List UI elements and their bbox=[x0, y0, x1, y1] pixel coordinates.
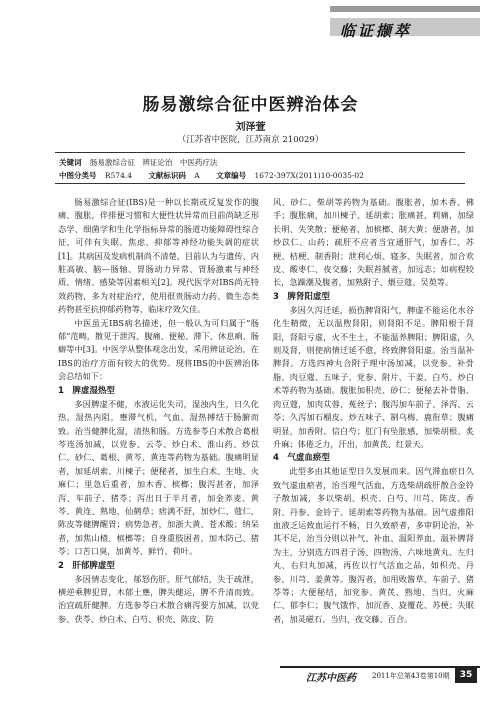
paragraph: 肠易激综合征(IBS)是一种以长期或反复发作的腹痛、腹胀，伴排便习惯和大便性状异常而目前尚缺乏形态学、细菌学和生化学指标异常的肠道功能障碍性综合征，可伴有失眠、焦虑、抑郁等神经功能失调的症状[1]。其病因及发病机制尚不清楚，目前认为与遗传、内脏高敏、脑—肠轴、胃肠动力异常、胃肠激素与神经质、情绪、感染等因素相关[2]。现代医学对IBS尚无特效药物，多为对症治疗，使用很贵肠动力药、微生态类药物甚至抗抑郁药物等，临床疗效欠佳。 bbox=[58, 197, 259, 315]
article-no-value: 1672-397X(2011)10-0035-02 bbox=[254, 171, 364, 180]
classification-row bbox=[59, 170, 378, 181]
article-meta bbox=[55, 152, 465, 184]
keywords-value: 肠易激综合征 辨证论治 中医药疗法 bbox=[89, 158, 218, 167]
section-heading: 2 肝郁脾虚型 bbox=[58, 560, 115, 571]
page-number: 35 bbox=[455, 668, 477, 683]
author-name: 刘泽萱 bbox=[235, 122, 266, 133]
right-column bbox=[273, 196, 474, 626]
keywords-label: 关键词 bbox=[59, 158, 82, 167]
issue-info: 2011年总第43卷第10期 bbox=[372, 672, 450, 680]
journal-name: 江苏中医药 bbox=[306, 673, 356, 684]
author-affiliation: （江苏省中医院，江苏南京 210029） bbox=[177, 135, 324, 145]
paragraph: 风、砂仁、柴胡等药物为基础。腹胀者，加木香、佛手；腹胀痛，加川楝子、延胡索；胀痛甚，莉痛，加绿长明、失笑散；便秘者，加槟榔、制大黄；便溏者，加炒苡仁、山药；疏肝不应者当宜通肝气，加香仁、苏梗、桔梗、制香附；泄利心烦、寝多、失眠者，加合欢皮、酸枣仁、夜交藤；失眠苔腻者，加远志；如病程较长，急躁潮及腹者，加熟附子、煨豆蔻、吴萸等。 bbox=[273, 197, 474, 288]
section-heading: 3 脾肾阳虚型 bbox=[273, 291, 330, 302]
page-footer bbox=[280, 666, 480, 684]
section-heading: 1 脾虚湿热型 bbox=[58, 385, 115, 396]
paragraph: 中医虽无IBS病名描述，但一般认为可归属于“肠郁”范畴，散见于泄泻、腹痛、便秘、滞下、休息痢、肠癖等中[3]。中医学从整体观念出发，采用辨证论治，在IBS的治疗方面有较大的优势。现将IBS的中医辨治体会总结如下： bbox=[58, 317, 259, 382]
paragraph: 多因久泻迁延，损伤脾肾阳气，脾虚不能运化水谷化生精微，无以温煦肾阳，则肾阳不足。脾阳根于肾阳，肾阳亏虚，火不生土，不能温养脾阳；脾阳虚，久则及肾，则使病情迁延不愈，终致脾肾阳虚。治当温补脾肾。方选四神丸合附子理中汤加减，以党参、补骨脂、肉豆蔻、五味子、党参、附片、干姜、白芍、炒白术等药物为基础。腹胀加积壳、砂仁；便秘去补骨脂、肉豆蔻，加肉苁蓉、菟丝子；腹泻加车前子、泽泻、云苓；久泻加石榴皮、炒五味子、制乌梅、鹿衔草；腹痛明显，加香附、信白芍；肛门有坠胀感，加柴胡根、炙升麻；体倦乏力，汗出，加黄芪、红景天。 bbox=[273, 304, 474, 449]
paragraph: 多因脾虚不健，水液运化失司，湿浊内生，日久化热，湿热内阻，壅滞气机，气血、湿热搏结于肠腑而致。治当健脾化湿，清热和肠。方选参苓白术散合葛根芩连汤加减，以党参、云苓、炒白术、淮山药、炒苡仁、砂仁、葛根、黄芩、黄连等药物为基础。腹痛明显者，加延胡索、川楝子；便秘者，加生白术、生地、火麻仁；里急后重者，加木香、槟榔；腹泻甚者，加泽泻、车前子、猪苓；泻出日于半月者，加金荞麦、黄芩、黄连、熟地、仙鹤草；痞满不舒，加炒仁、蔻仁、陈皮等健脾醒胃；病势急者，加浙大黄、苍术酸；纳呆者，加焦山楂、槟榔等；自身重肢困者，加木防己、猪苓；口苦口臭，加黄芩、鲜竹、荷叶。 bbox=[58, 398, 259, 557]
clc-label: 中图分类号 bbox=[59, 171, 97, 180]
doc-code-label: 文献标识码 bbox=[148, 171, 186, 180]
left-column bbox=[58, 196, 259, 626]
paragraph: 此型多由其他证型日久发展而来。因气滞血瘀日久致气虚血瘀者，治当理气活血，方选柴胡疏肝散合金铃子散加减，多以柴胡、枳壳、白芍、川芎、陈皮、香附、丹参、金铃子、延胡索等药物为基础。因气虚推阳血液乏运致血运行不畅，日久致瘀者，多审阴论治，补其不足，治当分则以补气、补血、温阳养血、温补脾肾为主，分别选方四君子汤、四物汤、六味地黄丸、左归丸、右归丸加减，再佐以行气活血之品，如枳壳、丹参、川芎、姜黄等。腹泻者，加用败酱草、车前子、猪苓等；大便秘结，加党参、黄芪、熟地、当归、火麻仁、郁李仁；腹气饿怍，加沉香、旋覆花、苏梗；失眠者，加灵磁石、当归、夜交藤、百合。 bbox=[273, 466, 474, 624]
clc-value: R574.4 bbox=[104, 171, 133, 180]
paragraph: 多因情志变化，郁怒伤肝，肝气郁结，失于疏泄，横逆乘脾犯胃，木郁土壅，脾失健运，脾不升清而致。治宜疏肝健脾。方选参苓白术散合痛泻要方加减，以党参、茯苓、炒白术、白芍、枳壳、陈皮、防 bbox=[58, 573, 259, 624]
article-no-label: 文章编号 bbox=[216, 171, 247, 180]
column-banner bbox=[330, 6, 480, 40]
keywords-row bbox=[59, 157, 231, 168]
article-title: 肠易激综合征中医辨治体会 bbox=[142, 95, 359, 115]
section-heading: 4 气虚血瘀型 bbox=[273, 453, 330, 464]
doc-code-value: A bbox=[194, 171, 200, 180]
column-title: 临证撷萃 bbox=[340, 22, 413, 40]
